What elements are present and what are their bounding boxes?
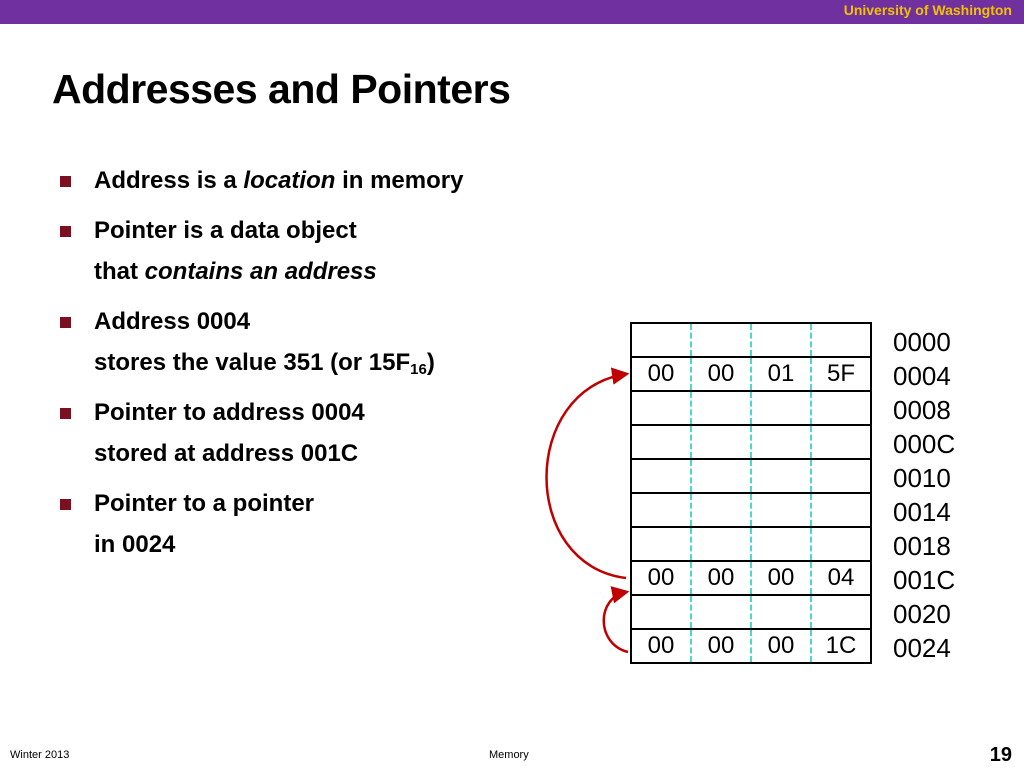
memory-byte-cell: 00 bbox=[631, 357, 691, 391]
memory-byte-cell: 00 bbox=[691, 357, 751, 391]
address-label: 0020 bbox=[893, 599, 951, 629]
arrow-0024-to-001c bbox=[604, 592, 628, 652]
bullet-list bbox=[56, 160, 576, 574]
address-label: 0004 bbox=[893, 361, 951, 391]
memory-byte-cell bbox=[691, 459, 751, 493]
memory-row bbox=[631, 527, 871, 561]
bullet-text: in memory bbox=[335, 167, 464, 194]
address-labels bbox=[893, 325, 955, 665]
memory-byte-cell bbox=[631, 323, 691, 357]
memory-byte-cell bbox=[691, 391, 751, 425]
memory-byte-cell bbox=[751, 425, 811, 459]
memory-byte-cell bbox=[631, 425, 691, 459]
memory-row bbox=[631, 629, 871, 663]
bullet-text: stores the value 351 (or 15F bbox=[94, 349, 411, 376]
memory-row bbox=[631, 561, 871, 595]
bullet-item bbox=[56, 160, 576, 201]
memory-byte-cell bbox=[631, 595, 691, 629]
address-label: 001C bbox=[893, 565, 956, 595]
bullet-line bbox=[94, 392, 576, 433]
memory-row bbox=[631, 357, 871, 391]
bullet-line bbox=[94, 160, 576, 201]
bullet-line bbox=[94, 342, 576, 383]
footer-topic: Memory bbox=[489, 749, 529, 761]
address-label: 0010 bbox=[893, 463, 951, 493]
emphasis-text: contains an address bbox=[144, 258, 377, 285]
address-label: 0024 bbox=[893, 633, 951, 663]
subscript-text: 16 bbox=[410, 361, 427, 378]
memory-byte-cell bbox=[691, 493, 751, 527]
slide-title: Addresses and Pointers bbox=[52, 66, 511, 112]
memory-byte-cell bbox=[751, 493, 811, 527]
bullet-item bbox=[56, 483, 576, 565]
memory-byte-cell bbox=[811, 595, 871, 629]
bullet-square-icon bbox=[60, 317, 71, 328]
memory-byte-cell: 00 bbox=[751, 561, 811, 595]
memory-byte-cell: 00 bbox=[691, 561, 751, 595]
bullet-line bbox=[94, 524, 576, 565]
memory-byte-cell: 5F bbox=[811, 357, 871, 391]
memory-byte-cell: 1C bbox=[811, 629, 871, 663]
memory-byte-cell: 00 bbox=[691, 629, 751, 663]
bullet-line bbox=[94, 210, 576, 251]
bullet-text: in 0024 bbox=[94, 531, 176, 558]
bullet-square-icon bbox=[60, 408, 71, 419]
memory-byte-cell: 00 bbox=[631, 629, 691, 663]
memory-byte-cell bbox=[691, 595, 751, 629]
memory-row bbox=[631, 595, 871, 629]
bullet-square-icon bbox=[60, 499, 71, 510]
memory-byte-cell bbox=[751, 391, 811, 425]
memory-byte-cell: 01 bbox=[751, 357, 811, 391]
memory-byte-cell: 00 bbox=[751, 629, 811, 663]
address-label: 0014 bbox=[893, 497, 951, 527]
memory-byte-cell bbox=[811, 459, 871, 493]
memory-row bbox=[631, 459, 871, 493]
memory-byte-cell bbox=[631, 493, 691, 527]
memory-row bbox=[631, 493, 871, 527]
memory-byte-cell bbox=[691, 527, 751, 561]
memory-byte-cell bbox=[811, 391, 871, 425]
bullet-square-icon bbox=[60, 226, 71, 237]
bullet-text: stored at address 001C bbox=[94, 440, 359, 467]
memory-byte-cell bbox=[811, 527, 871, 561]
memory-byte-cell bbox=[631, 459, 691, 493]
address-label: 0008 bbox=[893, 395, 951, 425]
memory-byte-cell bbox=[691, 323, 751, 357]
header-bar bbox=[0, 0, 1024, 24]
bullet-item bbox=[56, 210, 576, 292]
page-number: 19 bbox=[989, 744, 1012, 766]
bullet-item bbox=[56, 392, 576, 474]
memory-byte-cell: 00 bbox=[631, 561, 691, 595]
memory-byte-cell bbox=[631, 391, 691, 425]
bullet-text: Pointer to a pointer bbox=[94, 490, 315, 517]
memory-byte-cell bbox=[811, 493, 871, 527]
memory-byte-cell bbox=[811, 323, 871, 357]
address-label: 0000 bbox=[893, 327, 951, 357]
footer-term: Winter 2013 bbox=[10, 749, 70, 761]
bullet-line bbox=[94, 301, 576, 342]
emphasis-text: location bbox=[243, 167, 336, 194]
bullet-text: Address is a bbox=[94, 167, 244, 194]
bullet-text: Pointer is a data object bbox=[94, 217, 357, 244]
bullet-item bbox=[56, 301, 576, 383]
bullet-text: ) bbox=[426, 349, 435, 376]
bullet-text: Pointer to address 0004 bbox=[94, 399, 365, 426]
bullet-square-icon bbox=[60, 176, 71, 187]
bullet-line bbox=[94, 483, 576, 524]
bullet-text: that bbox=[94, 258, 145, 285]
memory-byte-cell bbox=[751, 595, 811, 629]
institution-name: University of Washington bbox=[843, 2, 1012, 18]
memory-byte-cell bbox=[751, 459, 811, 493]
memory-row bbox=[631, 323, 871, 357]
memory-byte-cell: 04 bbox=[811, 561, 871, 595]
bullet-line bbox=[94, 251, 576, 292]
memory-byte-cell bbox=[751, 323, 811, 357]
memory-byte-cell bbox=[811, 425, 871, 459]
address-label: 0018 bbox=[893, 531, 951, 561]
memory-byte-cell bbox=[691, 425, 751, 459]
address-label: 000C bbox=[893, 429, 956, 459]
memory-byte-cell bbox=[631, 527, 691, 561]
memory-row bbox=[631, 391, 871, 425]
bullet-text: Address 0004 bbox=[94, 308, 251, 335]
bullet-line bbox=[94, 433, 576, 474]
memory-row bbox=[631, 425, 871, 459]
memory-byte-cell bbox=[751, 527, 811, 561]
memory-table bbox=[630, 322, 872, 664]
